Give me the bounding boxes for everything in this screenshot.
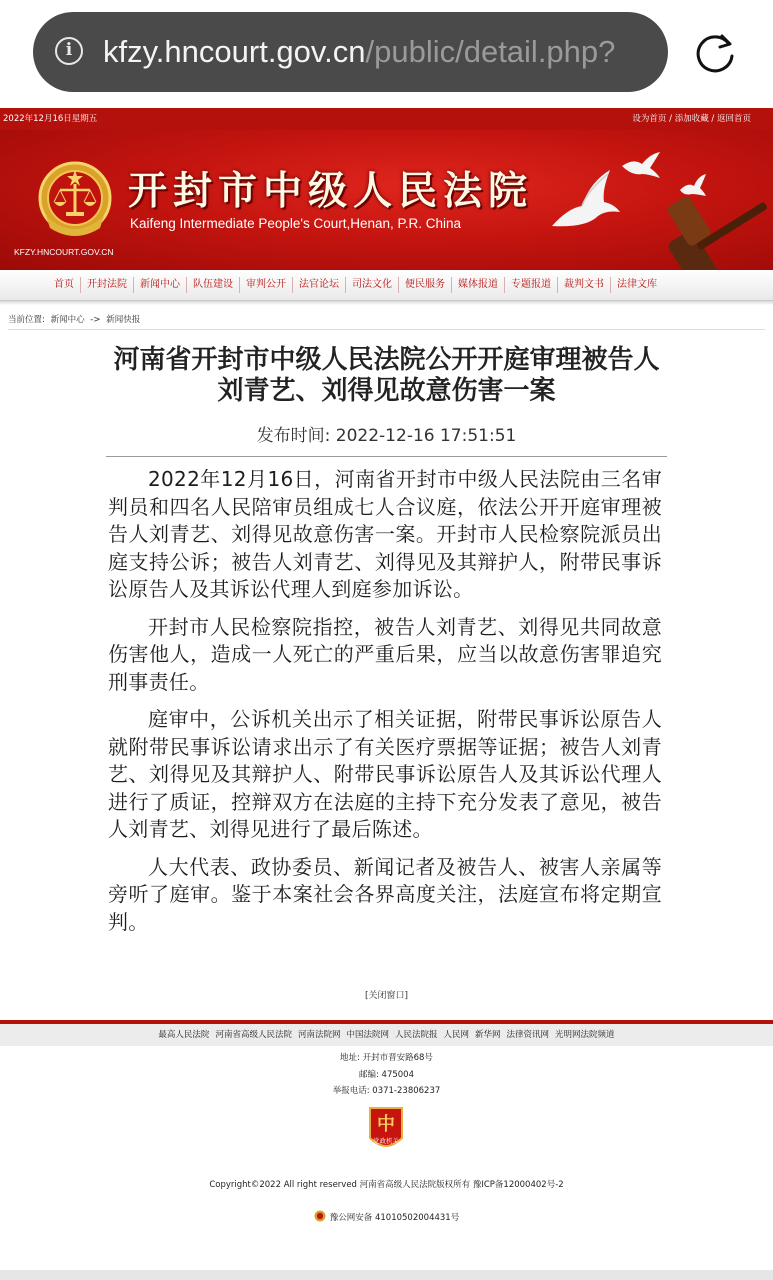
- article-title-line: 河南省开封市中级人民法院公开开庭审理被告人: [113, 345, 660, 375]
- dove-icon: [548, 168, 624, 232]
- nav-item-10[interactable]: 裁判文书: [557, 277, 610, 293]
- article-divider: [106, 456, 667, 457]
- nav-item-8[interactable]: 媒体报道: [451, 277, 504, 293]
- divider: [8, 329, 765, 330]
- footer-phone: 举报电话: 0371-23806237: [332, 1086, 441, 1096]
- add-favorite-link[interactable]: 添加收藏: [674, 114, 709, 124]
- site-banner: [0, 130, 773, 270]
- address-bar[interactable]: [33, 12, 668, 92]
- footer-copyright: Copyright©2022 All right reserved 河南省高级人民法院版权所有 豫ICP备12000402号-2: [209, 1180, 564, 1190]
- nav-item-5[interactable]: 法官论坛: [292, 277, 345, 293]
- article-title: [100, 345, 673, 407]
- url-text[interactable]: [103, 30, 663, 74]
- court-name-english: Kaifeng Intermediate People's Court,Henan, P.R. China: [130, 216, 462, 231]
- nav-item-0[interactable]: 首页: [54, 279, 74, 290]
- police-record-text: 豫公网安备 41010502004431号: [329, 1213, 460, 1223]
- article-paragraph: 开封市人民检察院指控，被告人刘青艺、刘得见共同故意伤害他人，造成一人死亡的严重后果，应当以故意伤害罪追究刑事责任。: [108, 614, 662, 694]
- main-nav: [0, 270, 773, 301]
- footer-link-4[interactable]: 人民法院报: [394, 1030, 438, 1040]
- nav-item-7[interactable]: 便民服务: [398, 277, 451, 293]
- footer-link-0[interactable]: 最高人民法院: [158, 1030, 210, 1040]
- info-icon[interactable]: i: [55, 37, 83, 65]
- footer-link-3[interactable]: 中国法院网: [346, 1030, 389, 1040]
- footer-link-8[interactable]: 光明网法院频道: [555, 1030, 615, 1040]
- nav-item-1[interactable]: 开封法院: [80, 277, 133, 293]
- party-government-badge-icon[interactable]: [366, 1104, 406, 1154]
- gavel-icon: [640, 192, 773, 270]
- site-domain: KFZY.HNCOURT.GOV.CN: [14, 247, 114, 257]
- nav-items: [48, 270, 663, 300]
- url-path: /public/detail.php?: [365, 34, 616, 69]
- footer-postcode: 邮编: 475004: [358, 1070, 414, 1080]
- court-emblem-icon: [38, 158, 112, 240]
- svg-text:中: 中: [377, 1114, 395, 1135]
- footer-links: [0, 1024, 773, 1046]
- set-homepage-link[interactable]: 设为首页: [632, 114, 667, 124]
- bottom-bar: [0, 1270, 773, 1280]
- nav-item-3[interactable]: 队伍建设: [186, 277, 239, 293]
- top-links: 设为首页 / 添加收藏 / 返回首页: [632, 114, 751, 124]
- current-date: 2022年12月16日星期五: [3, 114, 98, 124]
- footer-link-5[interactable]: 人民网: [443, 1030, 470, 1040]
- breadcrumb-news-flash[interactable]: 新闻快报: [106, 315, 141, 325]
- breadcrumb: [8, 313, 143, 325]
- badge-label: 党政机关: [373, 1137, 399, 1145]
- article-paragraph: 庭审中，公诉机关出示了相关证据，附带民事诉讼原告人就附带民事诉讼请求出示了有关医疗票据等证据；被告人刘青艺、刘得见及其辩护人、附带民事诉讼原告人及其诉讼代理人进行了质证，控辩双方在法庭的主持下充分发表了意见，被告人刘青艺、刘得见进行了最后陈述。: [108, 707, 662, 841]
- footer-police-record[interactable]: [0, 1210, 773, 1223]
- nav-shadow: [0, 301, 773, 305]
- nav-item-4[interactable]: 审判公开: [239, 277, 292, 293]
- article-body: [108, 466, 662, 946]
- nav-item-6[interactable]: 司法文化: [345, 277, 398, 293]
- police-emblem-icon: [314, 1210, 326, 1222]
- footer-link-2[interactable]: 河南法院网: [297, 1030, 341, 1040]
- back-home-link[interactable]: 返回首页: [716, 114, 751, 124]
- footer-link-7[interactable]: 法律资讯网: [506, 1030, 550, 1040]
- nav-item-2[interactable]: 新闻中心: [133, 277, 186, 293]
- breadcrumb-arrow: ->: [90, 315, 101, 325]
- dove-icon: [620, 152, 662, 182]
- court-name: 开封市中级人民法院: [128, 169, 534, 214]
- close-window-link[interactable]: [关闭窗口]: [364, 991, 409, 1001]
- article-paragraph: 人大代表、政协委员、新闻记者及被告人、被害人亲属等旁听了庭审。鉴于本案社会各界高度关注，法庭宣布将定期宣判。: [108, 854, 662, 934]
- article-title-line: 刘青艺、刘得见故意伤害一案: [217, 376, 556, 406]
- top-strip: [0, 108, 773, 130]
- footer-address: 地址: 开封市晋安路68号: [340, 1053, 433, 1063]
- breadcrumb-label: 当前位置:: [8, 315, 45, 325]
- nav-item-11[interactable]: 法律文库: [610, 277, 663, 293]
- reload-icon[interactable]: [694, 30, 738, 74]
- footer-link-6[interactable]: 新华网: [475, 1030, 501, 1040]
- publish-time: 发布时间: 2022-12-16 17:51:51: [256, 426, 517, 446]
- url-host: kfzy.hncourt.gov.cn: [103, 34, 366, 69]
- breadcrumb-news-center[interactable]: 新闻中心: [50, 315, 85, 325]
- browser-toolbar: [0, 0, 773, 108]
- article-paragraph: 2022年12月16日，河南省开封市中级人民法院由三名审判员和四名人民陪审员组成七人合议庭，依法公开开庭审理被告人刘青艺、刘得见故意伤害一案。开封市人民检察院派员出庭支持公诉；被告人刘青艺、刘得见及其辩护人，附带民事诉讼原告人及其诉讼代理人到庭参加诉讼。: [108, 467, 662, 601]
- nav-item-9[interactable]: 专题报道: [504, 277, 557, 293]
- footer-link-1[interactable]: 河南省高级人民法院: [215, 1030, 292, 1040]
